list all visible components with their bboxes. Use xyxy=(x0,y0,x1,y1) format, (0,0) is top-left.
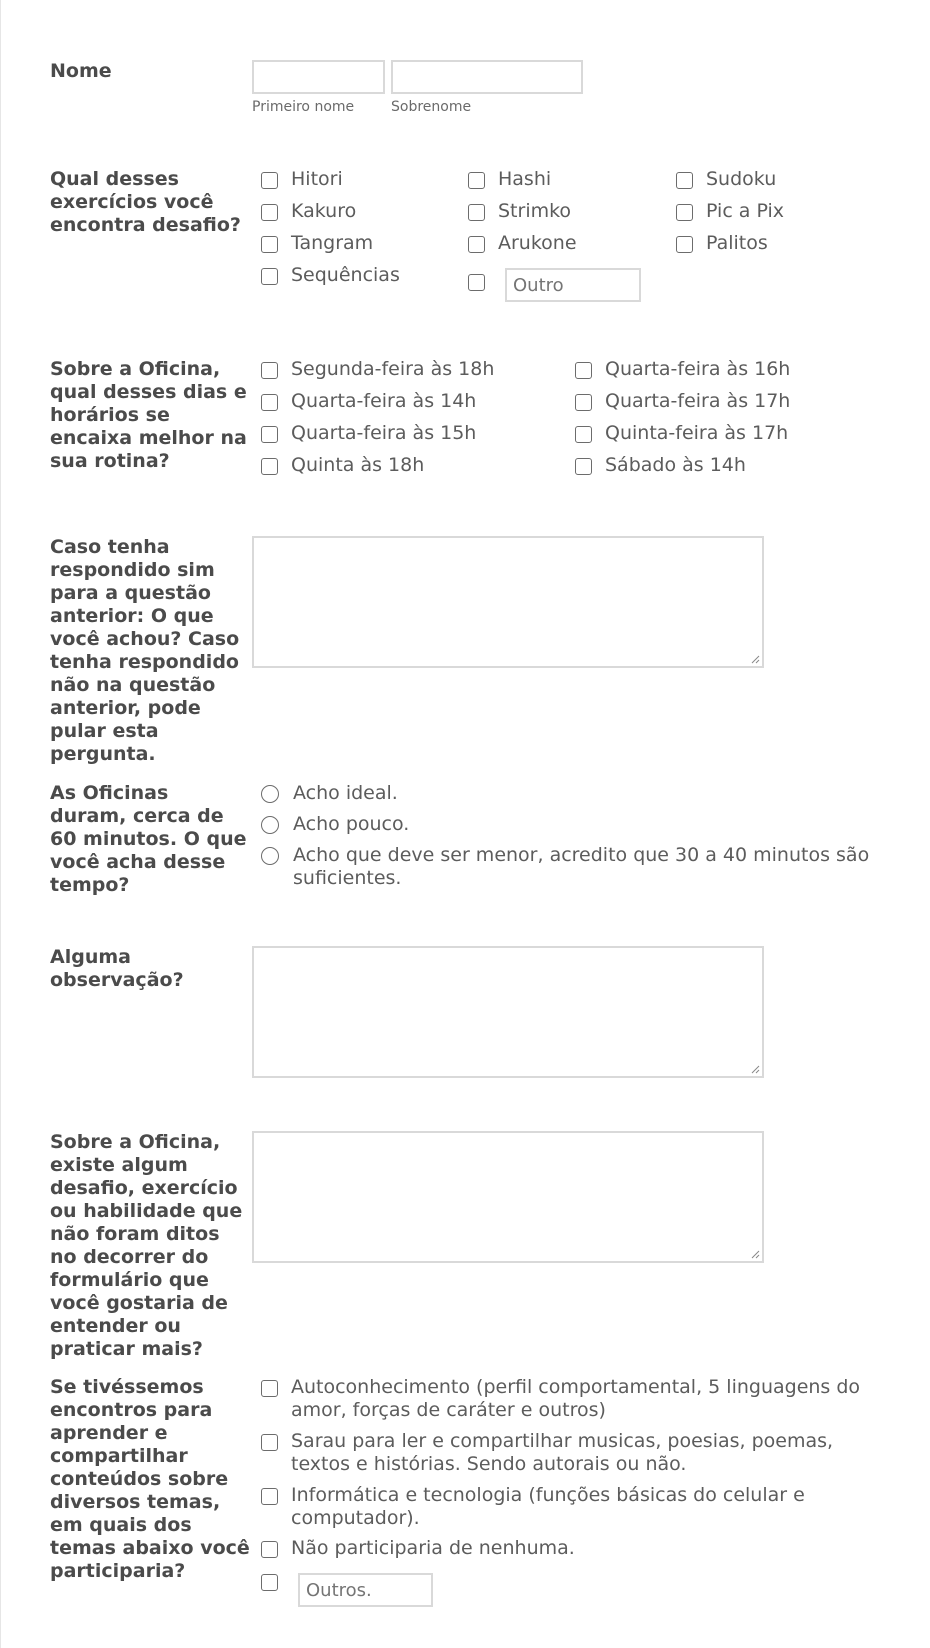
option-label-informatica: Informática e tecnologia (funções básicas do celular e computador). xyxy=(291,1484,805,1529)
checkbox-pic-a-pix[interactable] xyxy=(676,204,693,221)
page-border xyxy=(0,0,1,1648)
resize-grip-icon[interactable] xyxy=(750,1064,760,1074)
option-label-acho-ideal: Acho ideal. xyxy=(293,782,398,804)
checkbox-quinta-18h[interactable] xyxy=(261,458,278,475)
checkbox-quinta-feira-17h[interactable] xyxy=(575,426,592,443)
checkbox-sarau[interactable] xyxy=(261,1434,278,1451)
option-label-sudoku: Sudoku xyxy=(706,168,777,190)
first-name-label: Primeiro nome xyxy=(252,99,355,115)
option-label-kakuro: Kakuro xyxy=(291,200,357,222)
checkbox-sequencias[interactable] xyxy=(261,268,278,285)
option-label-pic-a-pix: Pic a Pix xyxy=(706,200,785,222)
option-label-quarta-16h: Quarta-feira às 16h xyxy=(605,358,791,380)
option-label-palitos: Palitos xyxy=(706,232,768,254)
option-label-nao-participaria: Não participaria de nenhuma. xyxy=(291,1537,575,1559)
checkbox-quarta-14h[interactable] xyxy=(261,394,278,411)
question-label-horario: Sobre a Oficina, qual desses dias e horários se encaixa melhor na sua rotina? xyxy=(50,358,247,472)
radio-acho-pouco[interactable] xyxy=(261,816,279,834)
checkbox-strimko[interactable] xyxy=(468,204,485,221)
option-label-sarau: Sarau para ler e compartilhar musicas, poesias, poemas, textos e histórias. Sendo autorais ou não. xyxy=(291,1430,834,1475)
checkbox-informatica[interactable] xyxy=(261,1488,278,1505)
checkbox-palitos[interactable] xyxy=(676,236,693,253)
checkbox-outros[interactable] xyxy=(261,1574,278,1591)
question-label-temas: Se tivéssemos encontros para aprender e compartilhar conteúdos sobre diversos temas, em quais dos temas abaixo você participaria? xyxy=(50,1376,250,1582)
checkbox-quarta-15h[interactable] xyxy=(261,426,278,443)
checkbox-quarta-17h[interactable] xyxy=(575,394,592,411)
question-label-nome: Nome xyxy=(50,60,112,82)
checkbox-segunda-18h[interactable] xyxy=(261,362,278,379)
checkbox-autoconhecimento[interactable] xyxy=(261,1380,278,1397)
checkbox-nao-participaria[interactable] xyxy=(261,1541,278,1558)
question-label-habilidade: Sobre a Oficina, existe algum desafio, exercício ou habilidade que não foram ditos no decorrer do formulário que você gostaria de entender ou praticar mais? xyxy=(50,1131,243,1360)
checkbox-tangram[interactable] xyxy=(261,236,278,253)
resize-grip-icon[interactable] xyxy=(750,1249,760,1259)
option-label-segunda-18h: Segunda-feira às 18h xyxy=(291,358,495,380)
checkbox-hashi[interactable] xyxy=(468,172,485,189)
checkbox-kakuro[interactable] xyxy=(261,204,278,221)
skill-textarea[interactable] xyxy=(252,1131,764,1263)
option-label-strimko: Strimko xyxy=(498,200,572,222)
option-label-quarta-15h: Quarta-feira às 15h xyxy=(291,422,477,444)
option-label-deve-ser-menor: Acho que deve ser menor, acredito que 30 a 40 minutos são suficientes. xyxy=(293,844,870,889)
question-label-desafio: Qual desses exercícios você encontra desafio? xyxy=(50,168,241,236)
option-label-sequencias: Sequências xyxy=(291,264,400,286)
option-label-arukone: Arukone xyxy=(498,232,577,254)
question-label-opiniao: Caso tenha respondido sim para a questão anterior: O que você achou? Caso tenha respondido não na questão anterior, pode pular esta pergunta. xyxy=(50,536,240,765)
option-label-hitori: Hitori xyxy=(291,168,343,190)
checkbox-sudoku[interactable] xyxy=(676,172,693,189)
option-label-sabado-14h: Sábado às 14h xyxy=(605,454,746,476)
radio-deve-ser-menor[interactable] xyxy=(261,847,279,865)
checkbox-sabado-14h[interactable] xyxy=(575,458,592,475)
option-label-quarta-14h: Quarta-feira às 14h xyxy=(291,390,477,412)
checkbox-outro[interactable] xyxy=(468,274,485,291)
option-label-quarta-17h: Quarta-feira às 17h xyxy=(605,390,791,412)
option-label-autoconhecimento: Autoconhecimento (perfil comportamental, 5 linguagens do amor, forças de caráter e outros) xyxy=(291,1376,861,1421)
other-theme-input[interactable] xyxy=(298,1573,433,1607)
option-label-tangram: Tangram xyxy=(291,232,374,254)
other-exercise-input[interactable] xyxy=(505,268,641,302)
question-label-observacao: Alguma observação? xyxy=(50,946,184,991)
question-label-duracao: As Oficinas duram, cerca de 60 minutos. O que você acha desse tempo? xyxy=(50,782,247,896)
checkbox-hitori[interactable] xyxy=(261,172,278,189)
option-label-quinta-feira-17h: Quinta-feira às 17h xyxy=(605,422,789,444)
option-label-quinta-18h: Quinta às 18h xyxy=(291,454,425,476)
checkbox-arukone[interactable] xyxy=(468,236,485,253)
last-name-input[interactable] xyxy=(391,60,583,94)
opinion-textarea[interactable] xyxy=(252,536,764,668)
checkbox-quarta-16h[interactable] xyxy=(575,362,592,379)
option-label-hashi: Hashi xyxy=(498,168,552,190)
last-name-label: Sobrenome xyxy=(391,99,472,115)
observation-textarea[interactable] xyxy=(252,946,764,1078)
resize-grip-icon[interactable] xyxy=(750,654,760,664)
first-name-input[interactable] xyxy=(252,60,385,94)
radio-acho-ideal[interactable] xyxy=(261,785,279,803)
option-label-acho-pouco: Acho pouco. xyxy=(293,813,410,835)
